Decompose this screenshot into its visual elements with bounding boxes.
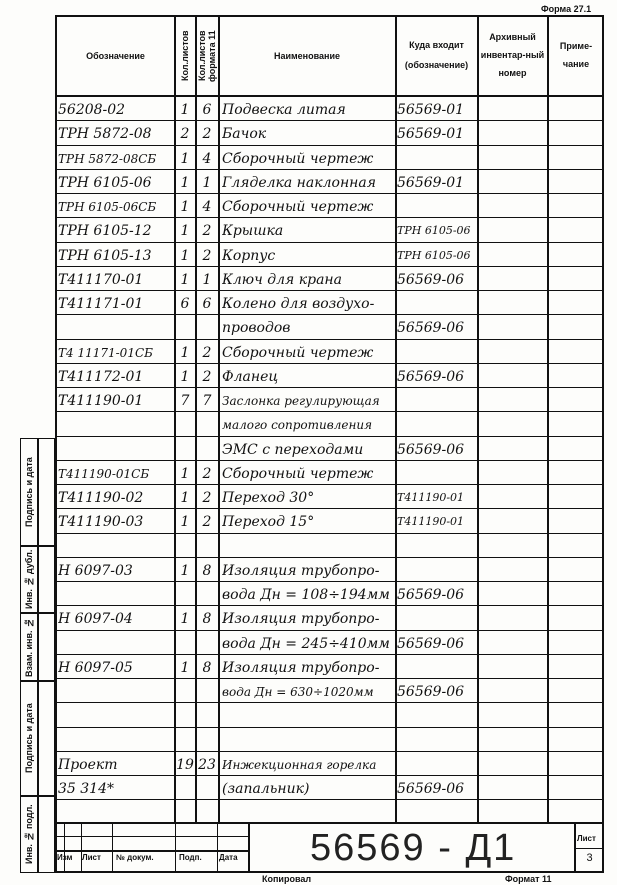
row-designation: ТРН 6105-06 xyxy=(58,174,152,191)
row-a4: 1 xyxy=(202,174,212,191)
row-used-in: Т411190-01 xyxy=(397,491,465,504)
row-name: Корпус xyxy=(222,247,276,264)
row-name: Сборочный чертеж xyxy=(222,150,374,167)
row-used-in: 56569-01 xyxy=(397,102,465,118)
row-designation: 56208-02 xyxy=(58,102,126,118)
row-name: ЭМС с переходами xyxy=(222,441,364,458)
row-a4: 2 xyxy=(202,223,212,240)
row-used-in: 56569-06 xyxy=(397,441,465,458)
header-note: Приме-чание xyxy=(559,41,593,69)
row-separator xyxy=(55,387,604,388)
row-name: проводов xyxy=(222,320,291,337)
row-a4: 6 xyxy=(202,296,212,312)
row-designation: Т4 11171-01СБ xyxy=(58,345,153,360)
row-designation: Т411172-01 xyxy=(58,368,144,385)
row-designation: ТРН 6105-06СБ xyxy=(58,200,157,214)
row-sheets: 1 xyxy=(180,223,190,240)
row-separator xyxy=(55,290,604,291)
row-separator xyxy=(55,581,604,582)
row-separator xyxy=(55,508,604,509)
row-sheets: 1 xyxy=(180,344,190,361)
row-separator xyxy=(55,557,604,558)
row-sheets: 1 xyxy=(180,271,190,288)
row-used-in: 56569-06 xyxy=(397,271,465,288)
row-separator xyxy=(55,799,604,800)
row-a4: 6 xyxy=(202,102,212,118)
header-designation: Обозначение xyxy=(86,50,145,61)
row-name: Инжекционная горелка xyxy=(222,757,377,772)
document-code: 56569 - Д1 xyxy=(310,827,517,869)
row-used-in: ТРН 6105-06 xyxy=(397,248,471,262)
row-name: вода Дн = 108÷194мм xyxy=(222,587,390,603)
row-sheets: 2 xyxy=(180,126,190,143)
row-used-in: 56569-01 xyxy=(397,174,465,191)
row-separator xyxy=(55,484,604,485)
row-designation: ТРН 6105-12 xyxy=(58,223,152,240)
row-name: Колено для воздухо- xyxy=(222,296,375,312)
side-label-podpis-data-2: Подпись и дата xyxy=(24,703,34,774)
row-separator xyxy=(55,630,604,631)
row-name: Ключ для крана xyxy=(222,271,342,288)
row-used-in: 56569-01 xyxy=(397,126,465,143)
row-used-in: Т411190-01 xyxy=(397,515,465,529)
title-podp: Подп. xyxy=(179,853,202,862)
row-a4: 2 xyxy=(202,465,212,482)
row-designation: 35 314* xyxy=(58,781,114,797)
row-separator xyxy=(55,363,604,364)
row-separator xyxy=(55,266,604,267)
row-a4: 2 xyxy=(202,368,212,385)
sheet-label: Лист xyxy=(577,834,596,843)
row-sheets: 1 xyxy=(180,174,190,191)
footer-copied: Копировал xyxy=(262,874,312,884)
row-designation: Т411190-03 xyxy=(58,514,144,531)
row-a4: 8 xyxy=(202,562,212,579)
side-label-inv-podl: Инв. № подл. xyxy=(24,804,34,865)
row-a4: 8 xyxy=(202,611,212,628)
row-separator xyxy=(55,169,604,170)
row-sheets: 1 xyxy=(180,562,190,579)
row-designation: Т411190-02 xyxy=(58,490,144,506)
row-used-in: 56569-06 xyxy=(397,320,465,337)
row-separator xyxy=(55,727,604,728)
title-data: Дата xyxy=(219,853,238,862)
row-name: Сборочный чертеж xyxy=(222,199,374,215)
row-separator xyxy=(55,751,604,752)
row-separator xyxy=(55,193,604,194)
row-name: Сборочный чертеж xyxy=(222,465,374,482)
row-separator xyxy=(55,678,604,679)
header-sheets: Кол.листов xyxy=(180,30,190,82)
title-doc-no: № докум. xyxy=(116,853,154,862)
row-name: Заслонка регулирующая xyxy=(222,394,380,408)
row-separator xyxy=(55,411,604,412)
row-name: Переход 15° xyxy=(222,514,315,531)
row-designation: Т411170-01 xyxy=(58,271,144,288)
row-a4: 7 xyxy=(202,393,212,409)
row-a4: 1 xyxy=(202,271,212,288)
row-sheets: 19 xyxy=(176,756,194,773)
side-label-vzam-inv: Взам. инв. № xyxy=(24,617,34,677)
row-name: Бачок xyxy=(222,126,267,143)
row-name: вода Дн = 630÷1020мм xyxy=(222,685,374,699)
row-a4: 23 xyxy=(198,756,216,773)
row-separator xyxy=(55,145,604,146)
row-name: Подвеска литая xyxy=(222,102,346,118)
row-designation: ТРН 5872-08СБ xyxy=(58,151,157,166)
row-designation: Н 6097-05 xyxy=(58,659,133,676)
row-designation: Н 6097-04 xyxy=(58,611,133,628)
row-a4: 8 xyxy=(202,659,212,676)
sheet-number: 3 xyxy=(586,852,593,864)
row-name: Переход 30° xyxy=(222,490,315,506)
header-sheets-a4: Кол.листов формата 11 xyxy=(197,30,217,82)
row-sheets: 1 xyxy=(180,611,190,628)
row-designation: Проект xyxy=(58,756,118,773)
row-used-in: ТРН 6105-06 xyxy=(397,224,471,238)
side-label-podpis-data-1: Подпись и дата xyxy=(24,457,34,528)
row-separator xyxy=(55,605,604,606)
form-label: Форма 27.1 xyxy=(541,4,592,14)
row-sheets: 7 xyxy=(180,393,190,409)
row-sheets: 1 xyxy=(180,465,190,482)
row-designation: Т411190-01СБ xyxy=(58,466,150,481)
row-designation: Т411171-01 xyxy=(58,296,144,312)
row-used-in: 56569-06 xyxy=(397,781,465,797)
row-name: Изоляция трубопро- xyxy=(222,562,380,579)
row-name: Изоляция трубопро- xyxy=(222,611,380,628)
header-used-in: Куда входит (обозначение) xyxy=(404,40,469,70)
row-sheets: 1 xyxy=(180,199,190,215)
row-separator xyxy=(55,314,604,315)
row-used-in: 56569-06 xyxy=(397,587,465,603)
row-used-in: 56569-06 xyxy=(397,684,465,700)
row-used-in: 56569-06 xyxy=(397,635,465,652)
row-name: Изоляция трубопро- xyxy=(222,659,380,676)
row-sheets: 1 xyxy=(180,102,190,118)
row-designation: ТРН 6105-13 xyxy=(58,247,152,264)
row-designation: Н 6097-03 xyxy=(58,562,133,579)
row-separator xyxy=(55,654,604,655)
row-a4: 2 xyxy=(202,247,212,264)
side-label-inv-dubl: Инв. № дубл. xyxy=(24,549,34,610)
title-izm: Изм xyxy=(57,853,73,862)
row-designation: Т411190-01 xyxy=(58,393,144,409)
row-separator xyxy=(55,436,604,437)
row-separator xyxy=(55,460,604,461)
row-separator xyxy=(55,217,604,218)
row-name: (запальник) xyxy=(222,781,310,797)
row-a4: 2 xyxy=(202,126,212,143)
row-sheets: 1 xyxy=(180,247,190,264)
row-name: Гляделка наклонная xyxy=(222,174,377,191)
row-name: Крышка xyxy=(222,223,284,240)
row-name: Сборочный чертеж xyxy=(222,344,374,361)
row-separator xyxy=(55,775,604,776)
row-separator xyxy=(55,339,604,340)
row-a4: 2 xyxy=(202,344,212,361)
row-designation: ТРН 5872-08 xyxy=(58,126,152,143)
row-separator xyxy=(55,242,604,243)
row-separator xyxy=(55,120,604,121)
row-separator xyxy=(55,533,604,534)
header-archive-no: Архивный инвентар-ный номер xyxy=(480,32,545,78)
row-sheets: 1 xyxy=(180,659,190,676)
row-sheets: 1 xyxy=(180,368,190,385)
title-list: Лист xyxy=(82,853,101,862)
row-a4: 4 xyxy=(202,199,212,215)
row-used-in: 56569-06 xyxy=(397,368,465,385)
footer-format: Формат 11 xyxy=(505,874,552,884)
row-name: вода Дн = 245÷410мм xyxy=(222,635,390,652)
row-a4: 2 xyxy=(202,514,212,531)
row-sheets: 6 xyxy=(180,296,190,312)
row-sheets: 1 xyxy=(180,490,190,506)
row-a4: 4 xyxy=(202,150,212,167)
row-name: малого сопротивления xyxy=(222,418,373,433)
row-sheets: 1 xyxy=(180,150,190,167)
header-name: Наименование xyxy=(273,50,341,61)
row-name: Фланец xyxy=(222,368,279,385)
row-sheets: 1 xyxy=(180,514,190,531)
row-separator xyxy=(55,702,604,703)
row-a4: 2 xyxy=(202,490,212,506)
